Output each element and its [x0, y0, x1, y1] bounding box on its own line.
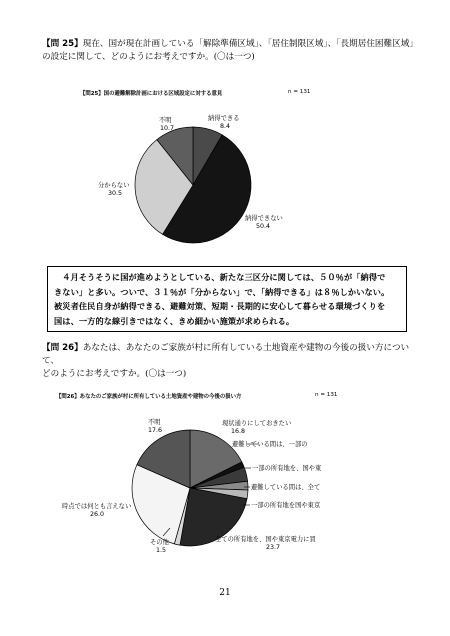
chart-2-label-while-part: 避難している間は、一部の: [232, 441, 308, 448]
chart-1-label-disagree: 納得できない: [245, 215, 283, 222]
chart-2-value-other: 1.5: [156, 547, 167, 554]
chart-2-title: 【問26】あなたのご家族が村に所有している土地資産や建物の今後の扱い方: [56, 394, 242, 400]
chart-2-n: n = 131: [315, 392, 338, 398]
chart-2-value-keep: 16.8: [231, 428, 246, 435]
chart-2-label-keep: 現状通りにしておきたい: [222, 420, 292, 427]
pie-chart-2: [132, 430, 248, 546]
summary-line: 国は、一方的な線引きではなく、きめ細かい施策が求められる。: [54, 315, 295, 326]
summary-line: きない」と多い。ついで、３１％が「分からない」で、「納得できる」は８％しかいない。: [54, 286, 390, 297]
chart-1-value-unknown: 30.5: [108, 190, 123, 197]
chart-1-value-agree: 8.4: [220, 123, 231, 130]
question-26-text-line2: どのようにお考えですか。(〇は一つ): [42, 369, 187, 379]
chart-2-label-part-gov: 一部の所有地を国や東京: [251, 502, 321, 509]
question-25-label: 【問 25】: [42, 39, 83, 49]
page-number: 21: [219, 588, 231, 598]
chart-2-label-undecided: 時点では何とも言えない: [62, 503, 132, 510]
question-26-label: 【問 26】: [42, 343, 83, 353]
question-25-text-line1: 現在、国が現在計画している「解除準備区域」、「居住制限区域」、「長期居住困難区域」: [82, 39, 418, 49]
chart-2-value-undecided: 26.0: [90, 511, 105, 518]
chart-2-label-while-all: 避難している間は、全て: [251, 484, 321, 491]
question-26: [42, 342, 422, 381]
summary-box: [47, 266, 407, 332]
chart-2-value-all-sell: 23.7: [266, 544, 281, 551]
chart-1-n: n = 131: [288, 89, 311, 95]
pie-chart-1: [135, 127, 251, 243]
chart-2-label-all-sell: 全ての所有地を、国や東京電力に買: [215, 536, 316, 543]
chart-2-label-missing: 不明: [148, 419, 161, 426]
summary-line: ４月そうそうに国が進めようとしている、新たな三区分に関しては、５０％が「納得で: [62, 272, 386, 282]
question-25-text-line2: の設定に関して、どのようにお考えですか。(〇は一つ): [42, 52, 255, 62]
chart-1-value-disagree: 50.4: [256, 223, 271, 230]
summary-line: 被災者住民自身が納得できる、避難対策、短期・長期的に安心して暮らせる環境づくりを: [54, 301, 386, 311]
chart-1-label-unknown: 分からない: [98, 182, 130, 189]
chart-2-label-part-sell: 一部の所有地を、国や東: [252, 465, 322, 472]
chart-1-label-agree: 納得できる: [208, 115, 240, 122]
chart-1-label-missing: 不明: [159, 117, 172, 124]
chart-2-label-other: その他: [150, 539, 169, 546]
chart-1-value-missing: 10.7: [160, 125, 175, 132]
chart-2-value-missing: 17.6: [148, 427, 163, 434]
chart-1-title: 【問25】国の避難解除計画における区域設定に対する意見: [80, 91, 223, 97]
question-26-text-line1: あなたは、あなたのご家族が村に所有している土地資産や建物の今後の扱い方について、: [42, 343, 410, 366]
